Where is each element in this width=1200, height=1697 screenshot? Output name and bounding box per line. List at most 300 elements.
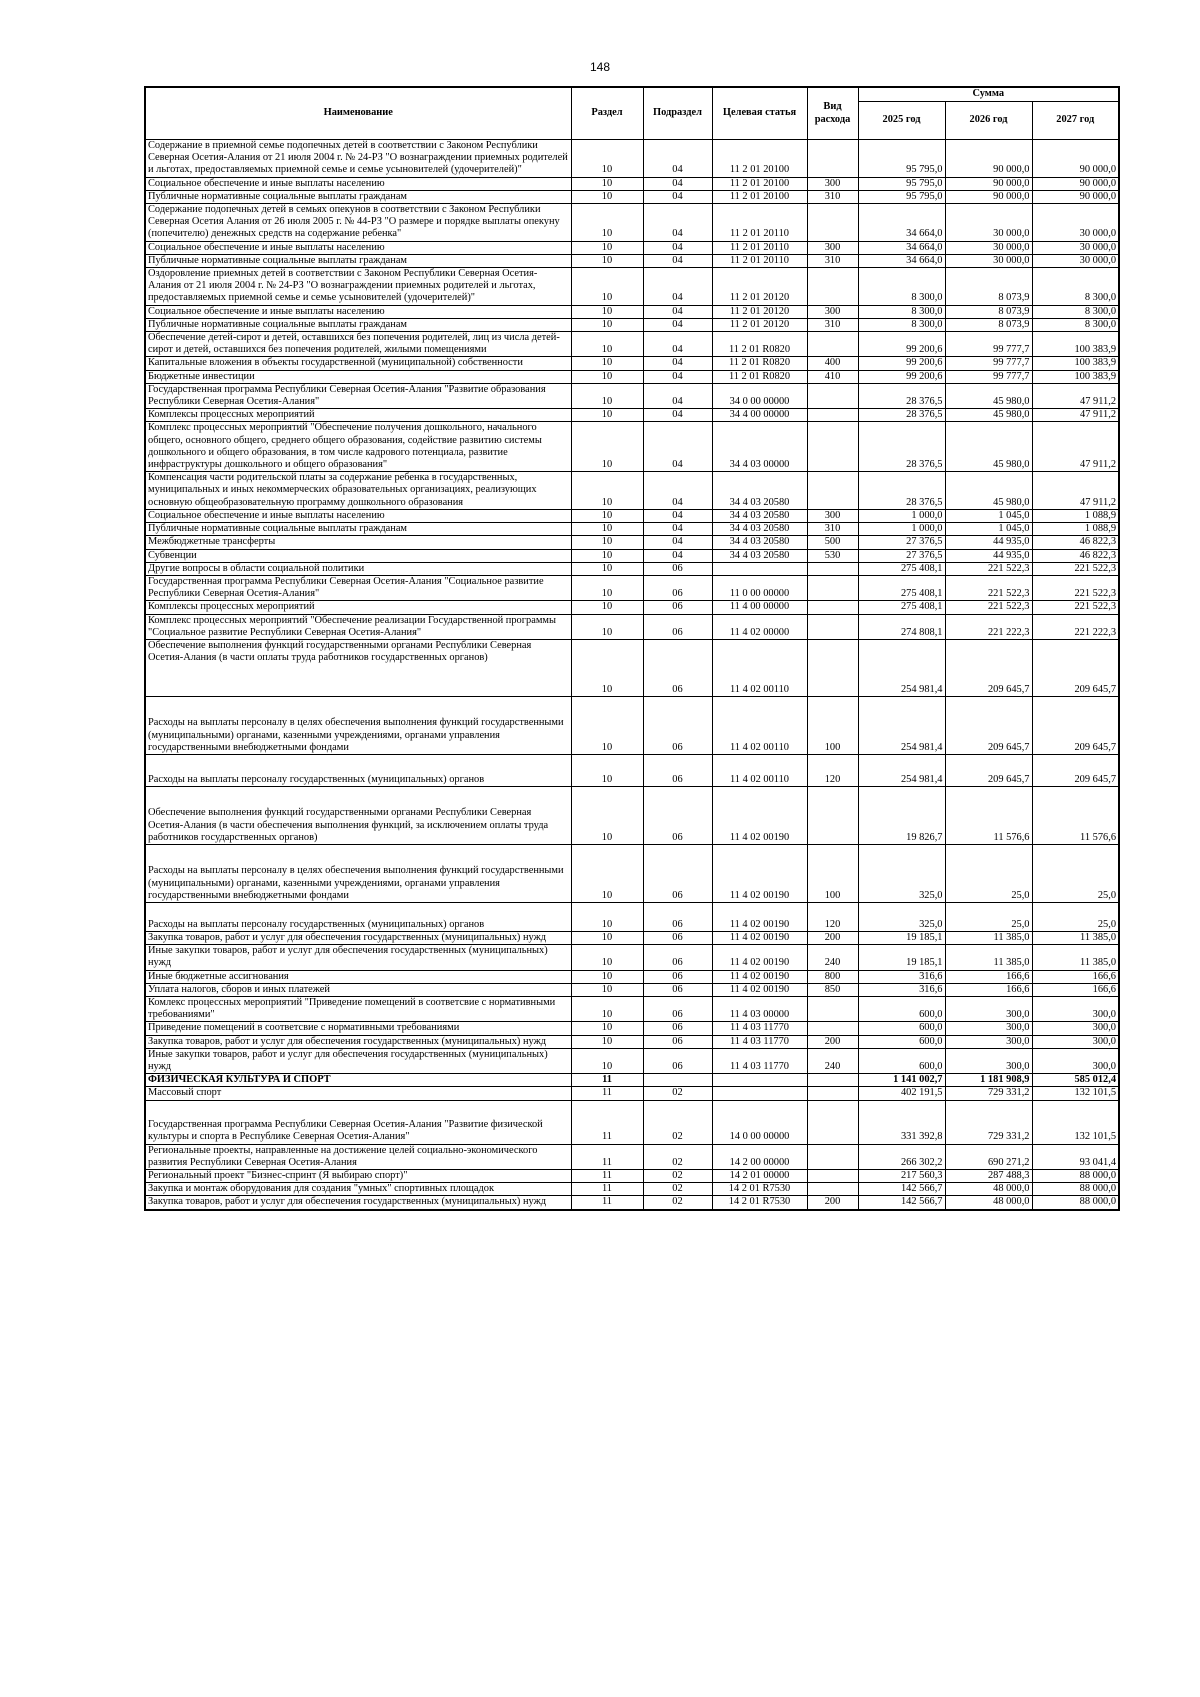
row-amount-2026: 30 000,0 [945, 254, 1032, 267]
row-subsection: 04 [643, 241, 712, 254]
row-target-article: 11 2 01 20120 [712, 305, 807, 318]
row-target-article: 11 4 02 00190 [712, 931, 807, 944]
row-target-article: 34 0 00 00000 [712, 383, 807, 408]
row-name: Содержание в приемной семье подопечных детей в соответствии с Законом Республики Северная Осетия-Алания от 21 июля 2004 г. № 24-РЗ "О вознаграждении приемных родителей и льготах, предоставляемых приемной семье и семье усыновителей (удочерителей)" [145, 140, 571, 178]
table-row [145, 1048, 1119, 1073]
row-amount-2025: 254 981,4 [858, 754, 945, 786]
row-target-article: 11 4 02 00190 [712, 844, 807, 902]
row-target-article: 11 2 01 20100 [712, 177, 807, 190]
row-amount-2027: 30 000,0 [1032, 204, 1119, 242]
table-row [145, 509, 1119, 522]
row-amount-2025: 217 560,3 [858, 1169, 945, 1182]
row-section: 10 [571, 370, 643, 383]
table-row [145, 177, 1119, 190]
row-section: 10 [571, 509, 643, 522]
row-amount-2026: 1 181 908,9 [945, 1074, 1032, 1087]
row-expense-type: 310 [807, 190, 858, 203]
row-amount-2027: 221 222,3 [1032, 614, 1119, 639]
row-amount-2027: 11 576,6 [1032, 786, 1119, 844]
row-amount-2027: 30 000,0 [1032, 241, 1119, 254]
row-subsection: 06 [643, 601, 712, 614]
row-section: 10 [571, 696, 643, 754]
row-amount-2025: 274 808,1 [858, 614, 945, 639]
row-name: Бюджетные инвестиции [145, 370, 571, 383]
table-row [145, 1183, 1119, 1196]
row-subsection: 04 [643, 549, 712, 562]
row-expense-type [807, 562, 858, 575]
table-row [145, 204, 1119, 242]
row-section: 10 [571, 204, 643, 242]
row-name: Другие вопросы в области социальной политики [145, 562, 571, 575]
row-expense-type [807, 409, 858, 422]
row-name: Социальное обеспечение и иные выплаты населению [145, 305, 571, 318]
row-amount-2027: 25,0 [1032, 844, 1119, 902]
row-amount-2025: 316,6 [858, 983, 945, 996]
row-name: Социальное обеспечение и иные выплаты населению [145, 241, 571, 254]
table-row [145, 370, 1119, 383]
table-row [145, 931, 1119, 944]
row-expense-type [807, 1183, 858, 1196]
row-name: Государственная программа Республики Северная Осетия-Алания "Социальное развитие Республики Северная Осетия-Алания" [145, 575, 571, 600]
row-target-article: 34 4 03 20580 [712, 549, 807, 562]
row-target-article: 11 0 00 00000 [712, 575, 807, 600]
row-subsection: 04 [643, 509, 712, 522]
row-target-article: 11 4 02 00190 [712, 970, 807, 983]
row-target-article [712, 1074, 807, 1087]
row-target-article: 11 2 01 20120 [712, 268, 807, 306]
row-amount-2026: 209 645,7 [945, 696, 1032, 754]
row-expense-type: 400 [807, 357, 858, 370]
table-row [145, 754, 1119, 786]
row-expense-type [807, 383, 858, 408]
row-target-article: 11 2 01 20100 [712, 190, 807, 203]
row-amount-2027: 300,0 [1032, 1035, 1119, 1048]
row-subsection: 06 [643, 1048, 712, 1073]
row-section: 10 [571, 190, 643, 203]
row-amount-2026: 30 000,0 [945, 204, 1032, 242]
row-amount-2026: 221 522,3 [945, 562, 1032, 575]
row-target-article: 34 4 03 20580 [712, 523, 807, 536]
row-name: Государственная программа Республики Северная Осетия-Алания "Развитие образования Республики Северная Осетия-Алания" [145, 383, 571, 408]
row-section: 11 [571, 1183, 643, 1196]
row-subsection: 04 [643, 332, 712, 357]
row-name: Межбюджетные трансферты [145, 536, 571, 549]
table-row [145, 575, 1119, 600]
row-name: Закупка товаров, работ и услуг для обеспечения государственных (муниципальных) нужд [145, 931, 571, 944]
row-amount-2025: 325,0 [858, 844, 945, 902]
row-section: 10 [571, 786, 643, 844]
row-amount-2026: 8 073,9 [945, 305, 1032, 318]
row-name: Закупка и монтаж оборудования для создания "умных" спортивных площадок [145, 1183, 571, 1196]
row-name: Публичные нормативные социальные выплаты гражданам [145, 523, 571, 536]
row-amount-2025: 28 376,5 [858, 472, 945, 510]
row-amount-2025: 95 795,0 [858, 140, 945, 178]
row-amount-2026: 300,0 [945, 996, 1032, 1021]
table-row [145, 970, 1119, 983]
row-amount-2026: 99 777,7 [945, 332, 1032, 357]
table-row [145, 614, 1119, 639]
row-amount-2026: 45 980,0 [945, 472, 1032, 510]
row-amount-2026: 729 331,2 [945, 1100, 1032, 1144]
row-amount-2026: 300,0 [945, 1022, 1032, 1035]
row-name: Комлекс процессных мероприятий "Приведение помещений в соответсвие с нормативными требованиями" [145, 996, 571, 1021]
row-target-article: 11 2 01 20110 [712, 254, 807, 267]
row-section: 10 [571, 140, 643, 178]
row-amount-2025: 99 200,6 [858, 332, 945, 357]
row-target-article: 11 2 01 R0820 [712, 370, 807, 383]
row-amount-2026: 99 777,7 [945, 357, 1032, 370]
row-expense-type: 300 [807, 177, 858, 190]
row-section: 11 [571, 1169, 643, 1182]
row-section: 10 [571, 318, 643, 331]
table-row [145, 1100, 1119, 1144]
row-amount-2027: 100 383,9 [1032, 332, 1119, 357]
row-amount-2027: 100 383,9 [1032, 370, 1119, 383]
table-row [145, 523, 1119, 536]
row-expense-type: 500 [807, 536, 858, 549]
row-amount-2026: 8 073,9 [945, 318, 1032, 331]
row-section: 10 [571, 1022, 643, 1035]
row-amount-2026: 48 000,0 [945, 1183, 1032, 1196]
row-target-article: 11 4 03 11770 [712, 1048, 807, 1073]
row-name: Субвенции [145, 549, 571, 562]
row-amount-2027: 300,0 [1032, 996, 1119, 1021]
row-amount-2027: 88 000,0 [1032, 1196, 1119, 1210]
row-expense-type: 300 [807, 241, 858, 254]
row-expense-type [807, 140, 858, 178]
row-amount-2026: 690 271,2 [945, 1144, 1032, 1169]
row-section: 10 [571, 305, 643, 318]
row-target-article: 11 4 02 00190 [712, 945, 807, 970]
table-row [145, 639, 1119, 696]
table-row [145, 383, 1119, 408]
table-row [145, 268, 1119, 306]
row-amount-2025: 600,0 [858, 1035, 945, 1048]
row-amount-2025: 28 376,5 [858, 383, 945, 408]
row-name: Уплата налогов, сборов и иных платежей [145, 983, 571, 996]
row-amount-2026: 45 980,0 [945, 409, 1032, 422]
row-name: Закупка товаров, работ и услуг для обеспечения государственных (муниципальных) нужд [145, 1035, 571, 1048]
row-subsection: 02 [643, 1144, 712, 1169]
row-section: 10 [571, 945, 643, 970]
row-amount-2027: 8 300,0 [1032, 305, 1119, 318]
row-amount-2026: 44 935,0 [945, 536, 1032, 549]
row-section: 11 [571, 1074, 643, 1087]
row-section: 11 [571, 1196, 643, 1210]
row-target-article: 14 2 01 R7530 [712, 1183, 807, 1196]
row-amount-2026: 25,0 [945, 902, 1032, 931]
row-amount-2026: 90 000,0 [945, 190, 1032, 203]
row-subsection [643, 1074, 712, 1087]
row-subsection: 02 [643, 1183, 712, 1196]
table-row [145, 983, 1119, 996]
row-expense-type: 100 [807, 844, 858, 902]
row-amount-2026: 44 935,0 [945, 549, 1032, 562]
row-amount-2025: 34 664,0 [858, 241, 945, 254]
row-expense-type [807, 1144, 858, 1169]
row-name: Расходы на выплаты персоналу государственных (муниципальных) органов [145, 902, 571, 931]
row-name: ФИЗИЧЕСКАЯ КУЛЬТУРА И СПОРТ [145, 1074, 571, 1087]
table-row [145, 332, 1119, 357]
row-section: 10 [571, 241, 643, 254]
row-section: 10 [571, 983, 643, 996]
row-name: Расходы на выплаты персоналу государственных (муниципальных) органов [145, 754, 571, 786]
row-amount-2025: 600,0 [858, 1022, 945, 1035]
row-subsection: 04 [643, 370, 712, 383]
table-body [145, 140, 1119, 1210]
row-target-article: 34 4 03 00000 [712, 422, 807, 472]
row-section: 10 [571, 383, 643, 408]
row-expense-type [807, 1087, 858, 1100]
table-row [145, 241, 1119, 254]
row-target-article: 34 4 00 00000 [712, 409, 807, 422]
row-amount-2025: 34 664,0 [858, 254, 945, 267]
row-section: 10 [571, 844, 643, 902]
row-section: 10 [571, 970, 643, 983]
header-subsection: Подраздел [643, 87, 712, 140]
row-section: 10 [571, 1048, 643, 1073]
table-row [145, 254, 1119, 267]
row-amount-2025: 325,0 [858, 902, 945, 931]
table-row [145, 1144, 1119, 1169]
row-amount-2026: 221 222,3 [945, 614, 1032, 639]
row-target-article: 11 4 02 00110 [712, 696, 807, 754]
row-expense-type: 850 [807, 983, 858, 996]
header-expense-type: Вид расхода [807, 87, 858, 140]
row-expense-type: 310 [807, 523, 858, 536]
row-subsection: 04 [643, 305, 712, 318]
row-name: Оздоровление приемных детей в соответствии с Законом Республики Северная Осетия-Алания от 21 июля 2004 г. № 24-РЗ "О вознаграждении приемных родителей и льготах, предоставляемых приемной семье и семье усыновителей (удочерителей)" [145, 268, 571, 306]
row-expense-type [807, 575, 858, 600]
row-amount-2027: 100 383,9 [1032, 357, 1119, 370]
row-amount-2026: 729 331,2 [945, 1087, 1032, 1100]
row-amount-2027: 46 822,3 [1032, 536, 1119, 549]
row-subsection: 02 [643, 1169, 712, 1182]
header-year-2025: 2025 год [858, 102, 945, 140]
row-amount-2025: 1 000,0 [858, 509, 945, 522]
row-amount-2027: 88 000,0 [1032, 1169, 1119, 1182]
row-subsection: 02 [643, 1196, 712, 1210]
row-amount-2025: 1 141 002,7 [858, 1074, 945, 1087]
row-expense-type: 240 [807, 945, 858, 970]
row-amount-2026: 221 522,3 [945, 575, 1032, 600]
row-subsection: 06 [643, 945, 712, 970]
row-amount-2025: 8 300,0 [858, 318, 945, 331]
row-amount-2027: 585 012,4 [1032, 1074, 1119, 1087]
row-amount-2027: 209 645,7 [1032, 754, 1119, 786]
row-amount-2026: 209 645,7 [945, 639, 1032, 696]
row-name: Приведение помещений в соответсвие с нормативными требованиями [145, 1022, 571, 1035]
table-row [145, 945, 1119, 970]
row-amount-2027: 11 385,0 [1032, 931, 1119, 944]
header-year-2026: 2026 год [945, 102, 1032, 140]
row-amount-2025: 19 826,7 [858, 786, 945, 844]
row-target-article: 11 4 02 00190 [712, 786, 807, 844]
row-amount-2026: 11 576,6 [945, 786, 1032, 844]
row-amount-2025: 402 191,5 [858, 1087, 945, 1100]
row-amount-2025: 1 000,0 [858, 523, 945, 536]
row-target-article: 14 0 00 00000 [712, 1100, 807, 1144]
row-amount-2026: 90 000,0 [945, 140, 1032, 178]
row-name: Иные закупки товаров, работ и услуг для обеспечения государственных (муниципальных) нужд [145, 1048, 571, 1073]
row-name: Публичные нормативные социальные выплаты гражданам [145, 318, 571, 331]
row-section: 10 [571, 536, 643, 549]
row-amount-2027: 8 300,0 [1032, 318, 1119, 331]
row-amount-2027: 221 522,3 [1032, 562, 1119, 575]
row-amount-2025: 99 200,6 [858, 357, 945, 370]
row-subsection: 04 [643, 383, 712, 408]
row-amount-2026: 48 000,0 [945, 1196, 1032, 1210]
header-name: Наименование [145, 87, 571, 140]
row-amount-2026: 8 073,9 [945, 268, 1032, 306]
row-expense-type [807, 786, 858, 844]
row-target-article: 11 2 01 20110 [712, 241, 807, 254]
row-expense-type [807, 332, 858, 357]
row-amount-2025: 600,0 [858, 996, 945, 1021]
table-row [145, 902, 1119, 931]
row-expense-type: 200 [807, 931, 858, 944]
row-expense-type: 530 [807, 549, 858, 562]
row-name: Массовый спорт [145, 1087, 571, 1100]
row-section: 10 [571, 562, 643, 575]
row-amount-2027: 47 911,2 [1032, 383, 1119, 408]
row-name: Закупка товаров, работ и услуг для обеспечения государственных (муниципальных) нужд [145, 1196, 571, 1210]
row-amount-2025: 142 566,7 [858, 1196, 945, 1210]
table-row [145, 601, 1119, 614]
row-expense-type: 200 [807, 1035, 858, 1048]
row-expense-type: 800 [807, 970, 858, 983]
row-section: 10 [571, 409, 643, 422]
row-amount-2025: 142 566,7 [858, 1183, 945, 1196]
row-amount-2025: 254 981,4 [858, 639, 945, 696]
row-target-article: 11 4 02 00110 [712, 754, 807, 786]
page-number: 148 [589, 60, 611, 74]
row-expense-type: 300 [807, 305, 858, 318]
row-section: 10 [571, 254, 643, 267]
row-amount-2026: 11 385,0 [945, 945, 1032, 970]
row-expense-type: 240 [807, 1048, 858, 1073]
row-name: Обеспечение детей-сирот и детей, оставшихся без попечения родителей, лиц из числа детей-сирот и детей, оставшихся без попечения родителей, жилыми помещениями [145, 332, 571, 357]
row-expense-type [807, 422, 858, 472]
row-amount-2026: 90 000,0 [945, 177, 1032, 190]
row-amount-2026: 1 045,0 [945, 523, 1032, 536]
row-target-article: 11 2 01 R0820 [712, 332, 807, 357]
row-amount-2025: 275 408,1 [858, 562, 945, 575]
row-name: Содержание подопечных детей в семьях опекунов в соответствии с Законом Республики Северная Осетия Алания от 26 июля 2005 г. № 44-РЗ "О размере и порядке выплаты опекуну (попечителю) денежных средств на содержание ребенка" [145, 204, 571, 242]
row-expense-type: 310 [807, 318, 858, 331]
row-amount-2027: 88 000,0 [1032, 1183, 1119, 1196]
row-amount-2026: 45 980,0 [945, 383, 1032, 408]
row-target-article: 11 2 01 20120 [712, 318, 807, 331]
row-section: 11 [571, 1100, 643, 1144]
row-target-article: 14 2 01 R7530 [712, 1196, 807, 1210]
row-target-article: 34 4 03 20580 [712, 509, 807, 522]
row-section: 10 [571, 996, 643, 1021]
row-subsection: 06 [643, 1035, 712, 1048]
table-row [145, 1087, 1119, 1100]
row-expense-type [807, 472, 858, 510]
row-subsection: 06 [643, 996, 712, 1021]
row-subsection: 06 [643, 786, 712, 844]
row-section: 10 [571, 575, 643, 600]
row-section: 11 [571, 1144, 643, 1169]
header-target-article: Целевая статья [712, 87, 807, 140]
row-section: 11 [571, 1087, 643, 1100]
row-subsection: 04 [643, 177, 712, 190]
row-amount-2025: 316,6 [858, 970, 945, 983]
row-name: Публичные нормативные социальные выплаты гражданам [145, 254, 571, 267]
row-name: Комплексы процессных мероприятий [145, 601, 571, 614]
row-expense-type: 200 [807, 1196, 858, 1210]
row-name: Комплексы процессных мероприятий [145, 409, 571, 422]
row-section: 10 [571, 601, 643, 614]
row-subsection: 06 [643, 575, 712, 600]
row-amount-2025: 95 795,0 [858, 177, 945, 190]
row-subsection: 06 [643, 970, 712, 983]
table-row [145, 305, 1119, 318]
row-amount-2025: 99 200,6 [858, 370, 945, 383]
table-row [145, 409, 1119, 422]
row-section: 10 [571, 1035, 643, 1048]
row-amount-2025: 27 376,5 [858, 536, 945, 549]
row-amount-2026: 99 777,7 [945, 370, 1032, 383]
row-subsection: 04 [643, 140, 712, 178]
row-amount-2027: 25,0 [1032, 902, 1119, 931]
table-row [145, 140, 1119, 178]
row-name: Иные закупки товаров, работ и услуг для обеспечения государственных (муниципальных) нужд [145, 945, 571, 970]
row-amount-2027: 166,6 [1032, 970, 1119, 983]
row-name: Компенсация части родительской платы за содержание ребенка в государственных, муниципальных и иных некоммерческих образовательных организациях, реализующих основную общеобразовательную программу дошкольного образования [145, 472, 571, 510]
row-target-article [712, 562, 807, 575]
table-row [145, 696, 1119, 754]
row-target-article: 11 4 02 00110 [712, 639, 807, 696]
table-row [145, 422, 1119, 472]
row-expense-type [807, 204, 858, 242]
row-subsection: 06 [643, 754, 712, 786]
table-row [145, 786, 1119, 844]
row-amount-2026: 11 385,0 [945, 931, 1032, 944]
row-amount-2027: 47 911,2 [1032, 409, 1119, 422]
row-name: Иные бюджетные ассигнования [145, 970, 571, 983]
row-name: Публичные нормативные социальные выплаты гражданам [145, 190, 571, 203]
row-expense-type [807, 268, 858, 306]
row-amount-2025: 28 376,5 [858, 409, 945, 422]
row-amount-2025: 254 981,4 [858, 696, 945, 754]
row-name: Социальное обеспечение и иные выплаты населению [145, 177, 571, 190]
row-amount-2026: 287 488,3 [945, 1169, 1032, 1182]
row-subsection: 06 [643, 1022, 712, 1035]
table-row [145, 996, 1119, 1021]
row-name: Расходы на выплаты персоналу в целях обеспечения выполнения функций государственными (муниципальными) органами, казенными учреждениями, органами управления государственными внебюджетными фондами [145, 696, 571, 754]
row-amount-2027: 90 000,0 [1032, 190, 1119, 203]
row-amount-2025: 331 392,8 [858, 1100, 945, 1144]
header-year-2027: 2027 год [1032, 102, 1119, 140]
row-subsection: 04 [643, 318, 712, 331]
row-expense-type: 120 [807, 902, 858, 931]
table-row [145, 1035, 1119, 1048]
row-target-article: 11 4 02 00190 [712, 983, 807, 996]
row-amount-2026: 30 000,0 [945, 241, 1032, 254]
row-name: Социальное обеспечение и иные выплаты населению [145, 509, 571, 522]
row-name: Региональные проекты, направленные на достижение целей социально-экономического развития Республики Северная Осетия-Алания [145, 1144, 571, 1169]
header-section: Раздел [571, 87, 643, 140]
table-row [145, 536, 1119, 549]
row-section: 10 [571, 754, 643, 786]
row-subsection: 04 [643, 357, 712, 370]
row-expense-type [807, 639, 858, 696]
row-amount-2026: 45 980,0 [945, 422, 1032, 472]
row-name: Капитальные вложения в объекты государственной (муниципальной) собственности [145, 357, 571, 370]
